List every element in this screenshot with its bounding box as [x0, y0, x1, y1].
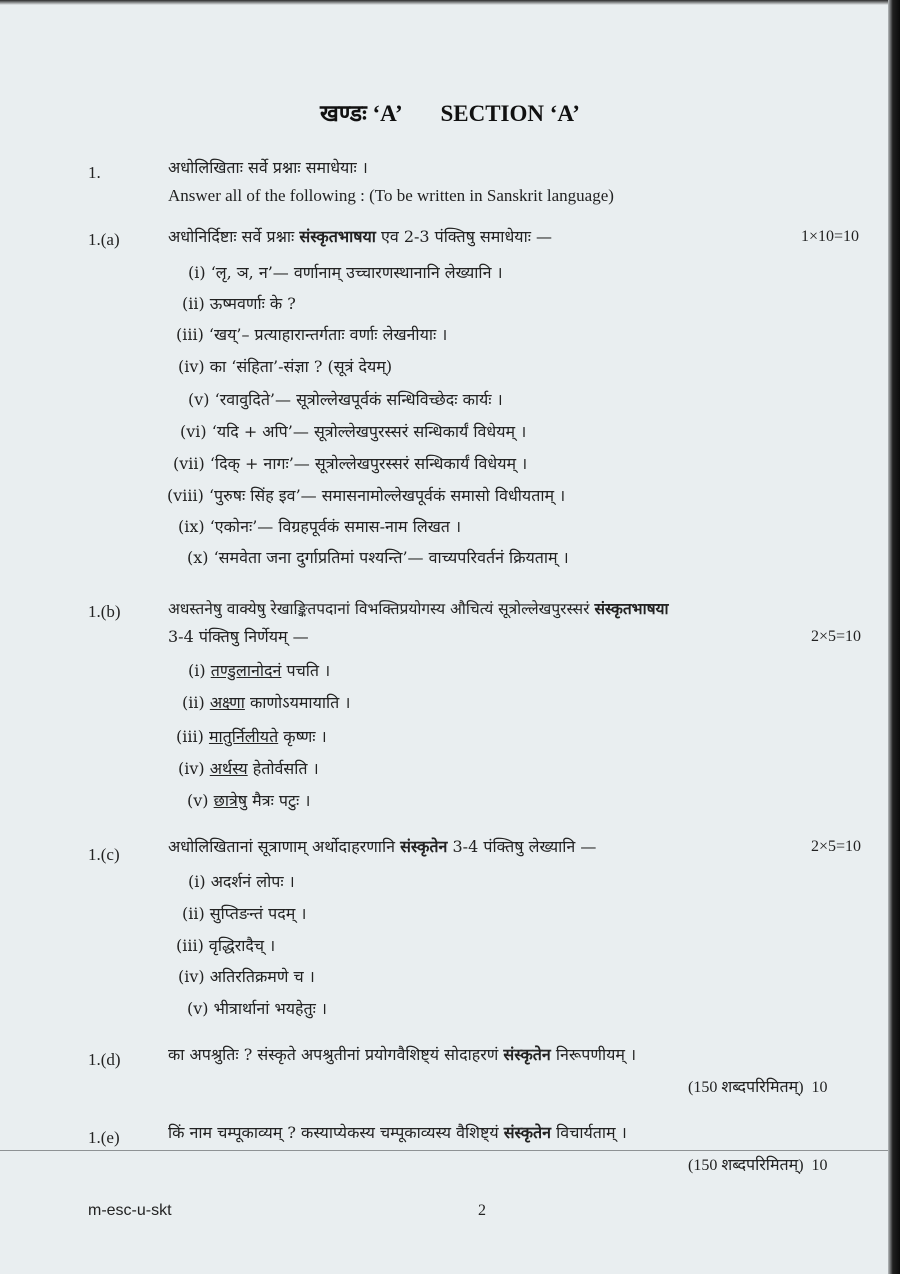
q1a-item: (x) ‘समवेता जना दुर्गाप्रतिमां पश्यन्ति’— वाच्यपरिवर्तनं क्रियताम् ।	[187, 548, 569, 567]
section-title	[0, 96, 900, 128]
q1-instruction-english: Answer all of the following : (To be written in Sanskrit language)	[168, 186, 614, 205]
q1b-item-rest: पचति ।	[286, 661, 331, 680]
q1b-instruction-line2: 3-4 पंक्तिषु निर्णेयम् —	[168, 627, 309, 646]
section-title-english: SECTION ‘A’	[440, 101, 580, 126]
q1c-instruction	[168, 836, 596, 858]
question-number: 1.	[88, 163, 101, 182]
q1b-intro-bold: संस्कृतभाषया	[594, 599, 669, 618]
q1b-underlined-word: अक्ष्णा	[209, 693, 245, 712]
q1b-instruction	[168, 598, 669, 620]
q1b-item	[176, 726, 327, 748]
q1b-item-label: (iii)	[176, 727, 204, 746]
q1c-intro-text-end: 3-4 पंक्तिषु लेख्यानि —	[452, 837, 597, 856]
q1b-item	[178, 758, 319, 780]
question-number: 1.(b)	[88, 602, 121, 621]
q1a-intro-text: अधोनिर्दिष्टाः सर्वे प्रश्नाः	[168, 227, 295, 246]
q1c-item: (v) भीत्रार्थानां भयहेतुः ।	[187, 999, 327, 1018]
q1a-item: (ix) ‘एकोनः’— विग्रहपूर्वकं समास-नाम लिखत ।	[178, 517, 462, 536]
q1c-marks: 2×5=10	[811, 838, 862, 855]
q1b-item-label: (i)	[188, 661, 206, 680]
q1e-text: किं नाम चम्पूकाव्यम् ? कस्याप्येकस्य चम्पूकाव्यस्य वैशिष्ट्यं	[168, 1123, 499, 1142]
scan-top-edge	[0, 0, 900, 5]
q1b-item-label: (iv)	[178, 759, 205, 778]
q1c-intro-text: अधोलिखितानां सूत्राणाम् अर्थोदाहरणानि	[168, 837, 395, 856]
question-number: 1.(a)	[88, 230, 120, 249]
q1b-item-rest: मैत्रः पटुः ।	[252, 791, 311, 810]
question-number: 1.(d)	[88, 1050, 121, 1069]
q1d-text-end: निरूपणीयम् ।	[555, 1045, 637, 1064]
q1c-item: (iv) अतिरतिक्रमणे च ।	[178, 967, 315, 986]
q1b-item	[187, 790, 310, 812]
divider-line	[0, 1150, 888, 1151]
q1d-text: का अपश्रुतिः ? संस्कृते अपश्रुतीनां प्रयोगवैशिष्ट्यं सोदाहरणं	[168, 1045, 499, 1064]
q1a-item: (vii) ‘दिक् + नागः’— सूत्रोल्लेखपुरस्सरं सन्धिकार्यं विधेयम् ।	[173, 454, 528, 473]
q1b-item	[188, 660, 330, 682]
q1a-intro-text-end: एव 2-3 पंक्तिषु समाधेयाः —	[380, 227, 553, 246]
q1b-item-rest: हेतोर्वसति ।	[252, 759, 319, 778]
q1b-underlined-word: तण्डुलानोदनं	[210, 661, 282, 680]
q1b-underlined-word: मातुर्निलीयते	[208, 727, 279, 746]
q1a-item: (v) ‘रवावुदिते’— सूत्रोल्लेखपूर्वकं सन्धिविच्छेदः कार्यः ।	[188, 390, 503, 409]
scan-right-edge	[888, 0, 900, 1274]
q1e-text-bold: संस्कृतेन	[503, 1123, 552, 1142]
q1d-text-bold: संस्कृतेन	[503, 1045, 551, 1064]
q1a-intro-bold: संस्कृतभाषया	[299, 227, 376, 246]
q1b-item-rest: काणोऽयमायाति ।	[249, 693, 351, 712]
q1b-item-label: (ii)	[182, 693, 205, 712]
q1a-item: (iii) ‘खय्’– प्रत्याहारान्तर्गताः वर्णाः लेखनीयाः ।	[176, 325, 448, 344]
q1b-intro-text: अधस्तनेषु वाक्येषु रेखाङ्कितपदानां विभक्तिप्रयोगस्य औचित्यं सूत्रोल्लेखपुरस्सरं	[168, 600, 590, 618]
q1a-item: (vi) ‘यदि + अपि’— सूत्रोल्लेखपुरस्सरं सन्धिकार्यं विधेयम् ।	[180, 422, 527, 441]
q1b-item-label: (v)	[187, 791, 209, 810]
section-title-hindi: खण्डः ‘A’	[320, 101, 403, 126]
q1b-item	[182, 692, 350, 714]
q1a-item: (i) ‘लृ, ञ, न’— वर्णानाम् उच्चारणस्थानानि लेख्यानि ।	[188, 263, 503, 282]
q1b-marks: 2×5=10	[811, 628, 862, 645]
q1d-question	[168, 1044, 636, 1066]
page-number: 2	[478, 1202, 486, 1219]
q1a-item: (ii) ऊष्मवर्णाः के ?	[182, 294, 296, 313]
q1b-underlined-word: अर्थस्य	[209, 759, 248, 778]
q1c-item: (iii) वृद्धिरादैच् ।	[176, 936, 276, 955]
q1a-marks: 1×10=10	[801, 228, 860, 245]
q1c-intro-bold: संस्कृतेन	[400, 837, 448, 856]
q1-instruction-sanskrit: अधोलिखिताः सर्वे प्रश्नाः समाधेयाः ।	[168, 158, 368, 177]
q1d-marks: (150 शब्दपरिमितम्) 10	[688, 1079, 828, 1096]
q1b-item-rest: कृष्णः ।	[283, 727, 327, 746]
q1a-item: (viii) ‘पुरुषः सिंह इव’— समासनामोल्लेखपूर्वकं समासो विधीयताम् ।	[167, 486, 566, 505]
q1e-question	[168, 1122, 627, 1144]
question-number: 1.(c)	[88, 845, 120, 864]
q1a-instruction	[168, 226, 552, 248]
q1e-text-end: विचार्यताम् ।	[556, 1123, 627, 1142]
q1a-item: (iv) का ‘संहिता’-संज्ञा ? (सूत्रं देयम्)	[178, 357, 393, 376]
paper-code: m-esc-u-skt	[88, 1202, 172, 1219]
q1b-underlined-word: छात्रेषु	[213, 791, 248, 810]
question-number: 1.(e)	[88, 1128, 120, 1147]
q1e-marks: (150 शब्दपरिमितम्) 10	[688, 1157, 828, 1174]
q1c-item: (ii) सुप्तिङन्तं पदम् ।	[182, 904, 307, 923]
q1c-item: (i) अदर्शनं लोपः ।	[188, 872, 295, 891]
